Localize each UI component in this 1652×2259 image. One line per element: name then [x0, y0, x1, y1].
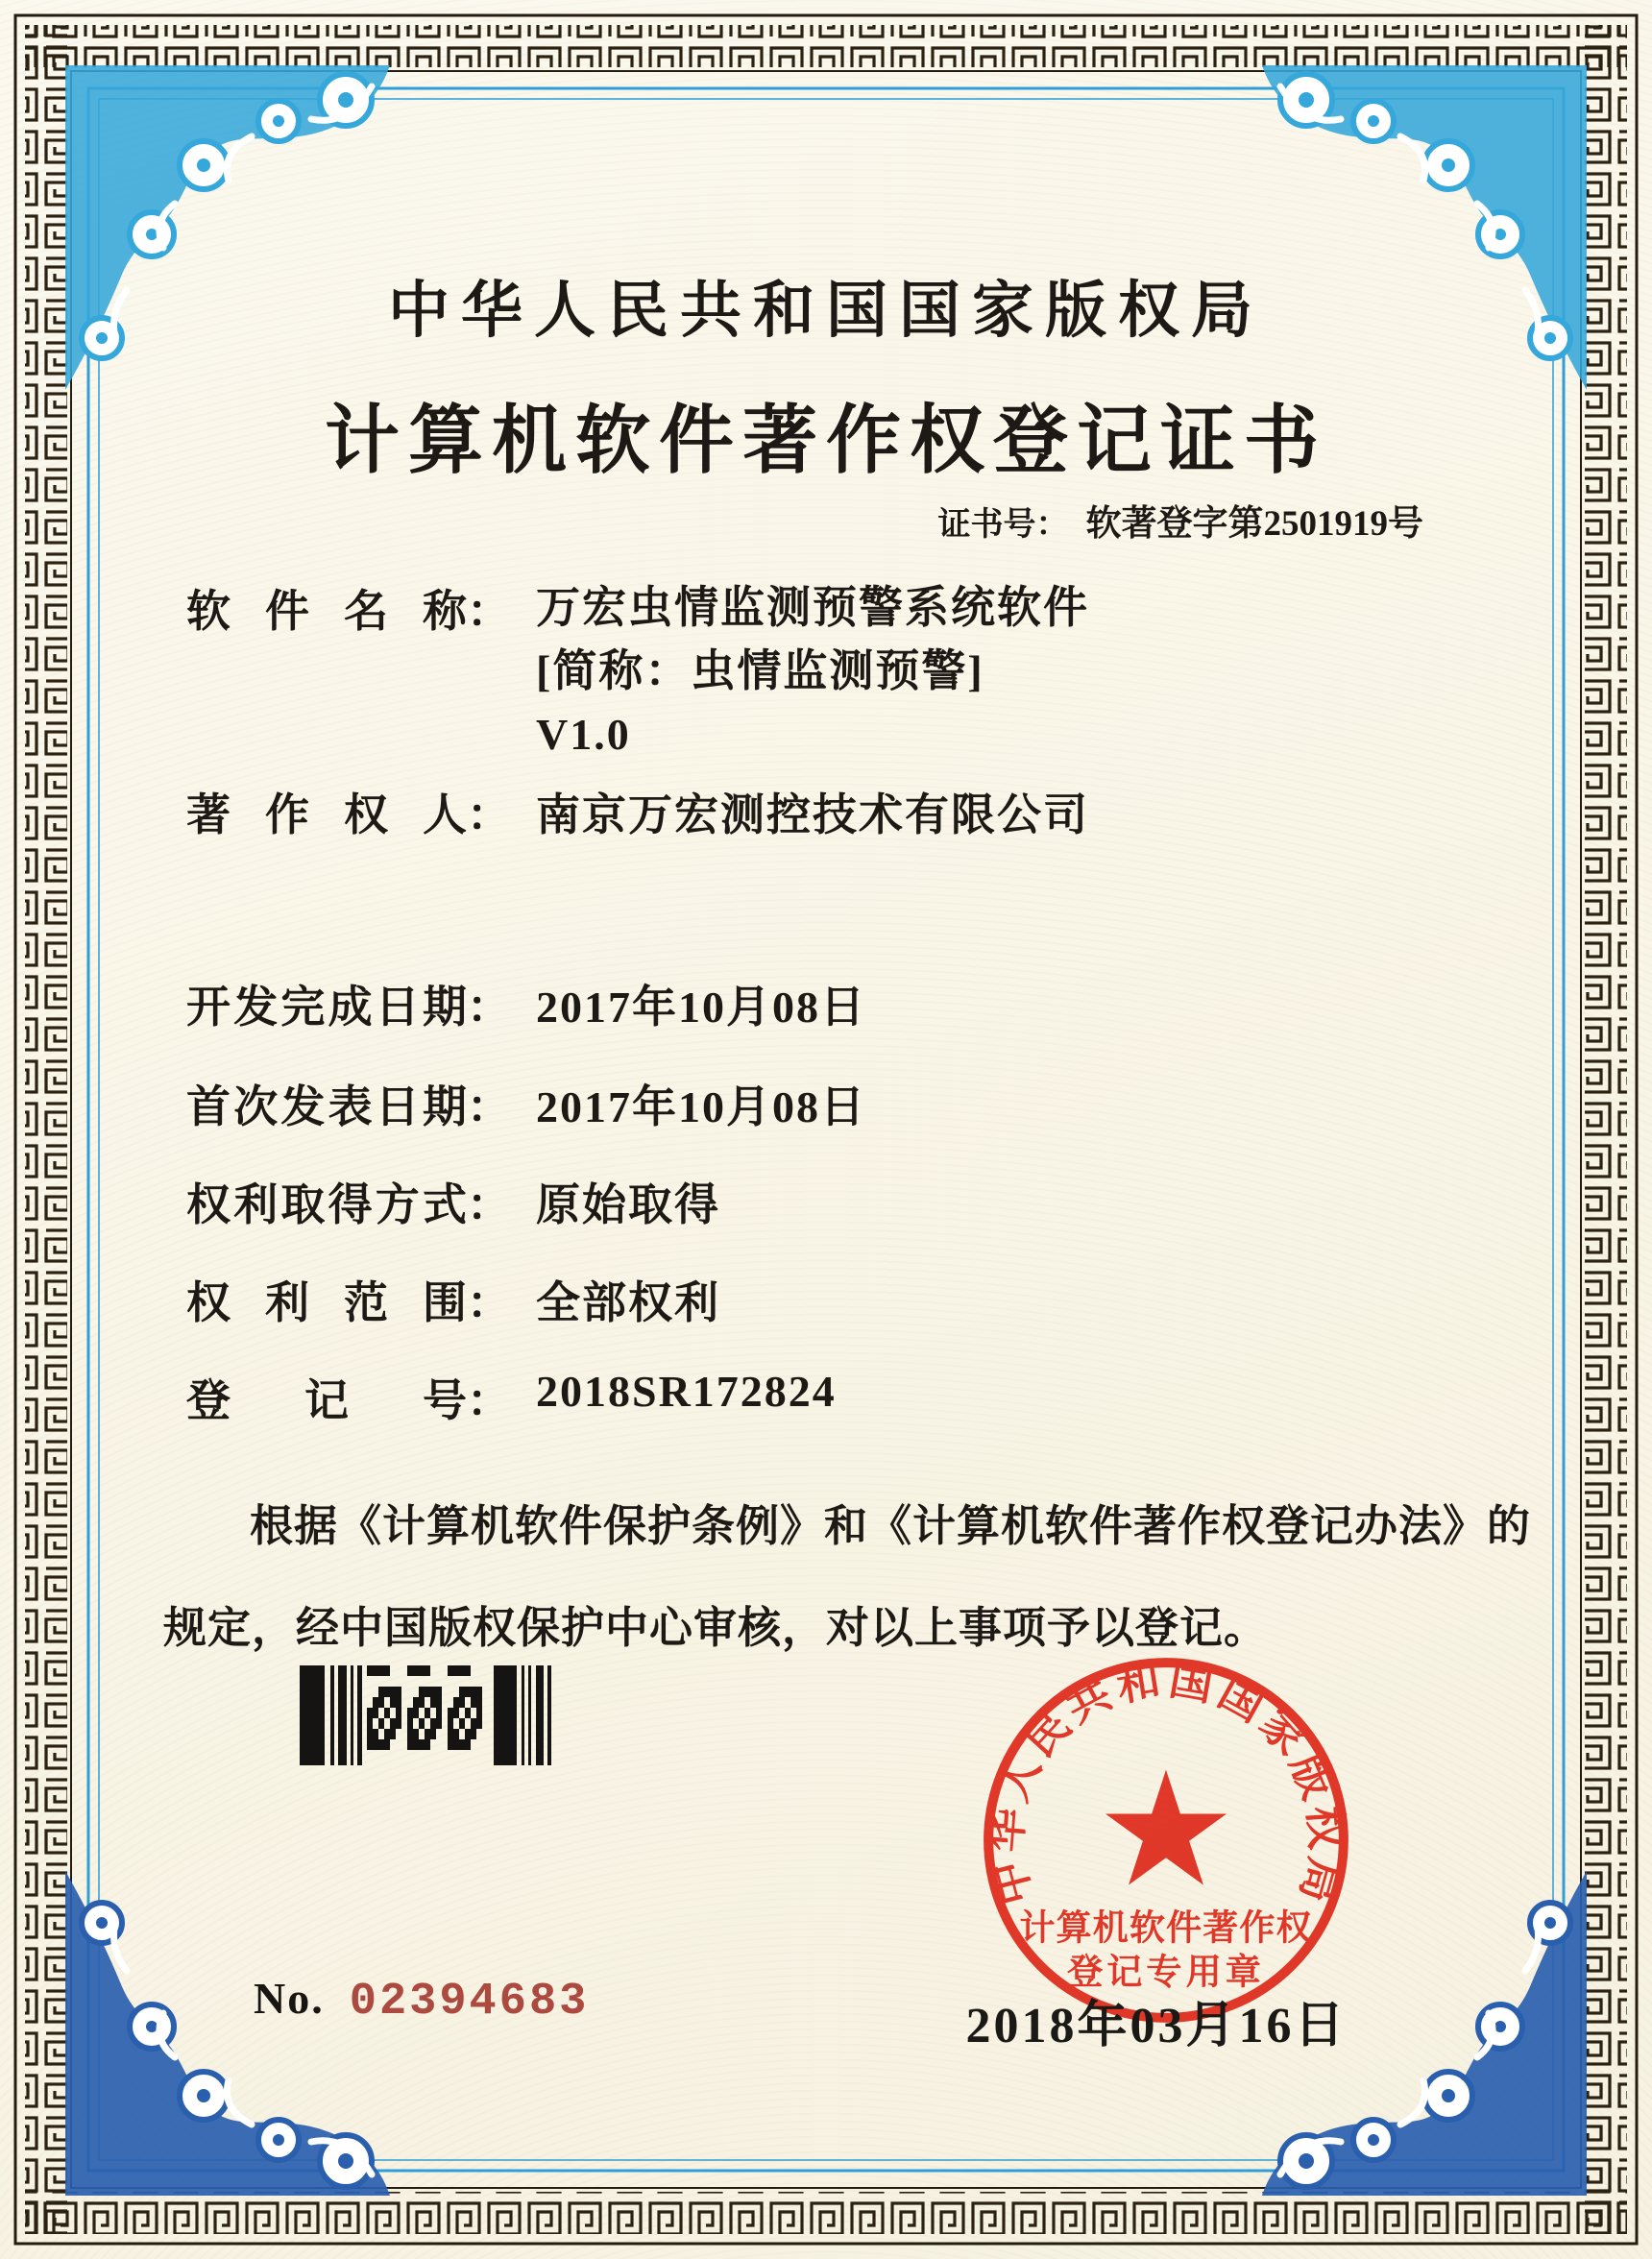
software-name-label: 软件名称 — [186, 587, 467, 636]
field-first-publish-date — [186, 1072, 866, 1135]
certificate-title: 计算机软件著作权登记证书 — [324, 399, 1327, 482]
statement-line2: 规定，经中国版权保护中心审核，对以上事项予以登记。 — [163, 1604, 1269, 1652]
seal-caption-line2: 登记专用章 — [1067, 1953, 1265, 1993]
field-copyright-owner — [186, 780, 1089, 843]
certificate-number-line — [938, 494, 1424, 546]
colon: ： — [467, 1082, 511, 1131]
colon: ： — [467, 790, 511, 839]
barcode — [300, 1665, 551, 1765]
colon: ： — [467, 1376, 511, 1425]
certificate-number-label: 证书号： — [937, 507, 1069, 543]
rights-acquisition-value: 原始取得 — [536, 1180, 720, 1229]
serial-number-line — [254, 1973, 589, 2028]
serial-prefix: No. — [254, 1974, 325, 2023]
colon: ： — [467, 1278, 511, 1327]
software-name-value — [536, 576, 1089, 766]
dev-complete-date-label: 开发完成日期 — [186, 983, 467, 1032]
rights-scope-value: 全部权利 — [536, 1278, 720, 1327]
software-name-line2: [简称：虫情监测预警] — [536, 646, 984, 695]
software-name-line1: 万宏虫情监测预警系统软件 — [536, 583, 1089, 632]
statement-line1: 根据《计算机软件保护条例》和《计算机软件著作权登记办法》的 — [250, 1502, 1532, 1550]
dev-complete-date-value: 2017年10月08日 — [536, 983, 866, 1032]
serial-digits: 02394683 — [349, 1977, 590, 2028]
colon: ： — [467, 983, 511, 1032]
field-software-name — [186, 576, 1089, 766]
first-publish-date-value: 2017年10月08日 — [536, 1082, 866, 1131]
seal-star-icon — [1105, 1770, 1227, 1885]
copyright-owner-value: 南京万宏测控技术有限公司 — [536, 790, 1089, 839]
seal-date: 2018年03月16日 — [965, 1999, 1348, 2053]
field-dev-complete-date — [186, 972, 866, 1035]
colon: ： — [467, 1180, 511, 1229]
software-name-line3: V1.0 — [536, 710, 631, 759]
issuer-title: 中华人民共和国国家版权局 — [388, 277, 1264, 345]
rights-scope-label: 权利范围 — [186, 1278, 467, 1327]
copyright-owner-label: 著作权人 — [186, 790, 467, 839]
seal-caption-line1: 计算机软件著作权 — [1019, 1908, 1313, 1949]
field-registration-number — [186, 1366, 837, 1429]
rights-acquisition-label: 权利取得方式 — [186, 1180, 467, 1229]
first-publish-date-label: 首次发表日期 — [186, 1082, 467, 1131]
field-rights-acquisition — [186, 1170, 720, 1233]
seal-ring-text: 中华人民共和国国家版权局 — [981, 1655, 1350, 1913]
corner-flourish-bottom-left-icon — [60, 1865, 396, 2201]
registration-number-value: 2018SR172824 — [536, 1367, 837, 1416]
certificate-number-value: 软著登字第2501919号 — [1085, 504, 1423, 544]
registration-number-label: 登记号 — [186, 1376, 467, 1425]
field-rights-scope — [186, 1268, 720, 1331]
colon: ： — [467, 587, 511, 636]
